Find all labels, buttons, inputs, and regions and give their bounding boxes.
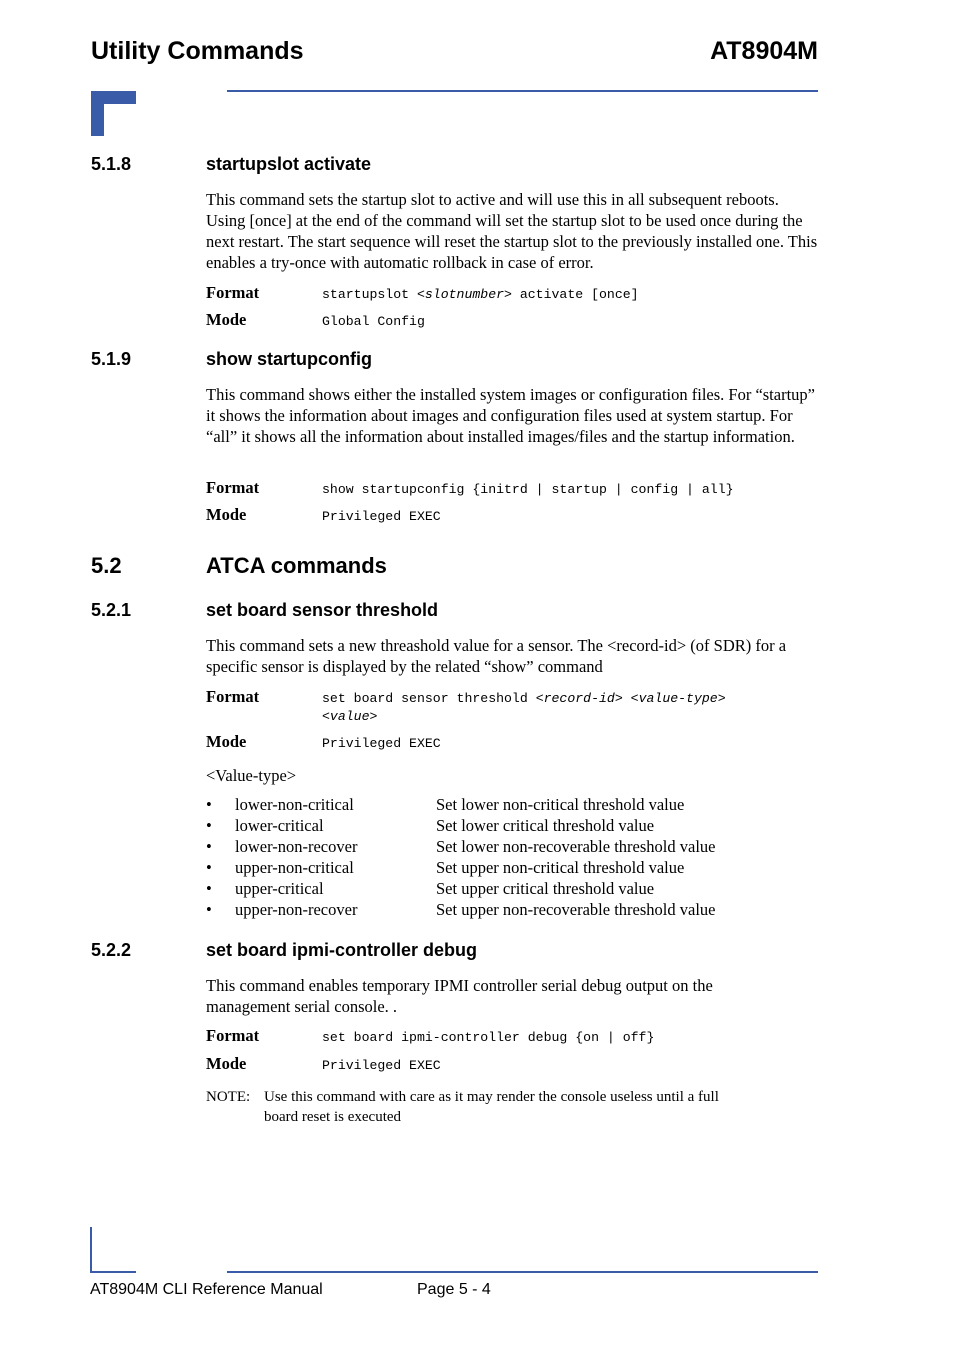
mode-label-518: Mode <box>206 310 247 329</box>
list-item-desc: Set lower non-critical threshold value <box>436 795 685 814</box>
note-line: board reset is executed <box>264 1109 402 1125</box>
mode-value-518: Global Config <box>322 314 425 329</box>
list-item <box>206 816 818 837</box>
list-item <box>206 858 818 879</box>
list-item-desc: Set upper non-recoverable threshold value <box>436 900 716 919</box>
list-item-name: lower-non-critical <box>235 795 354 814</box>
mode-value-521: Privileged EXEC <box>322 736 441 751</box>
list-item <box>206 900 818 921</box>
format-value-519: show startupconfig {initrd | startup | config | all} <box>322 482 734 497</box>
list-item-name: upper-non-recover <box>235 900 358 919</box>
section-title-52: ATCA commands <box>206 553 387 578</box>
section-title-521: set board sensor threshold <box>206 600 439 620</box>
page-header-title: Utility Commands <box>91 37 304 65</box>
list-item-name: upper-critical <box>235 879 324 898</box>
corner-mark-top <box>91 91 136 136</box>
list-bullet: • <box>206 900 212 919</box>
mode-value-522: Privileged EXEC <box>322 1058 441 1073</box>
note-text <box>264 1087 824 1127</box>
section-title-518: startupslot activate <box>206 154 372 174</box>
corner-mark-bottom <box>90 1227 136 1273</box>
format-value-522: set board ipmi-controller debug {on | off} <box>322 1030 655 1045</box>
section-body-519: This command shows either the installed system images or configuration files. For “startup” it shows the information about images and configuration files used at system startup. For “all” it shows all the information about installed images/files and the startup information. <box>206 385 815 446</box>
list-item-desc: Set upper critical threshold value <box>436 879 655 898</box>
footer-page-number: Page 5 - 4 <box>417 1281 491 1298</box>
format-label-518: Format <box>206 283 260 302</box>
list-item <box>206 879 818 900</box>
list-item-name: upper-non-critical <box>235 858 354 877</box>
section-body-522: This command enables temporary IPMI controller serial debug output on the management serial console. . <box>206 976 713 1016</box>
format-label-522: Format <box>206 1026 260 1045</box>
mode-label-519: Mode <box>206 505 247 524</box>
mode-value-519: Privileged EXEC <box>322 509 441 524</box>
value-type-heading: <Value-type> <box>206 766 297 785</box>
list-bullet: • <box>206 858 212 877</box>
header-rule <box>227 90 818 92</box>
page-header-product: AT8904M <box>710 37 818 65</box>
section-number-518: 5.1.8 <box>91 154 132 174</box>
footer-manual-title: AT8904M CLI Reference Manual <box>90 1281 323 1298</box>
list-item-name: lower-non-recover <box>235 837 358 856</box>
list-bullet: • <box>206 795 212 814</box>
list-item-desc: Set upper non-critical threshold value <box>436 858 685 877</box>
section-title-519: show startupconfig <box>206 349 372 369</box>
note-line: Use this command with care as it may render the console useless until a full <box>264 1089 719 1105</box>
format-label-519: Format <box>206 478 260 497</box>
list-item-desc: Set lower critical threshold value <box>436 816 655 835</box>
section-body-521: This command sets a new threashold value for a sensor. The <record-id> (of SDR) for a specific sensor is displayed by the related “show” command <box>206 636 787 676</box>
list-item-desc: Set lower non-recoverable threshold value <box>436 837 716 856</box>
format-label-521: Format <box>206 687 260 706</box>
mode-label-521: Mode <box>206 732 247 751</box>
footer-rule <box>227 1271 818 1273</box>
section-number-52: 5.2 <box>91 553 122 578</box>
section-number-521: 5.2.1 <box>91 600 132 620</box>
list-item <box>206 837 818 858</box>
list-bullet: • <box>206 816 212 835</box>
list-bullet: • <box>206 879 212 898</box>
list-item-name: lower-critical <box>235 816 324 835</box>
section-body-518: This command sets the startup slot to active and will use this in all subsequent reboots. Using [once] at the end of the command will set the startup slot to be used once during the next restart. The start sequence will reset the startup slot to the previously installed one. This enables a try-once with automatic rollback in case of error. <box>206 190 818 272</box>
list-bullet: • <box>206 837 212 856</box>
list-item <box>206 795 818 816</box>
note-label: NOTE: <box>206 1089 251 1105</box>
section-title-522: set board ipmi-controller debug <box>206 940 478 960</box>
value-type-list <box>206 795 818 921</box>
format-value-518: startupslot <slotnumber> activate [once] <box>322 287 639 302</box>
section-number-519: 5.1.9 <box>91 349 132 369</box>
mode-label-522: Mode <box>206 1054 247 1073</box>
format-value-521: set board sensor threshold <record-id> <value-type> <value> <box>322 691 726 724</box>
section-number-522: 5.2.2 <box>91 940 132 960</box>
